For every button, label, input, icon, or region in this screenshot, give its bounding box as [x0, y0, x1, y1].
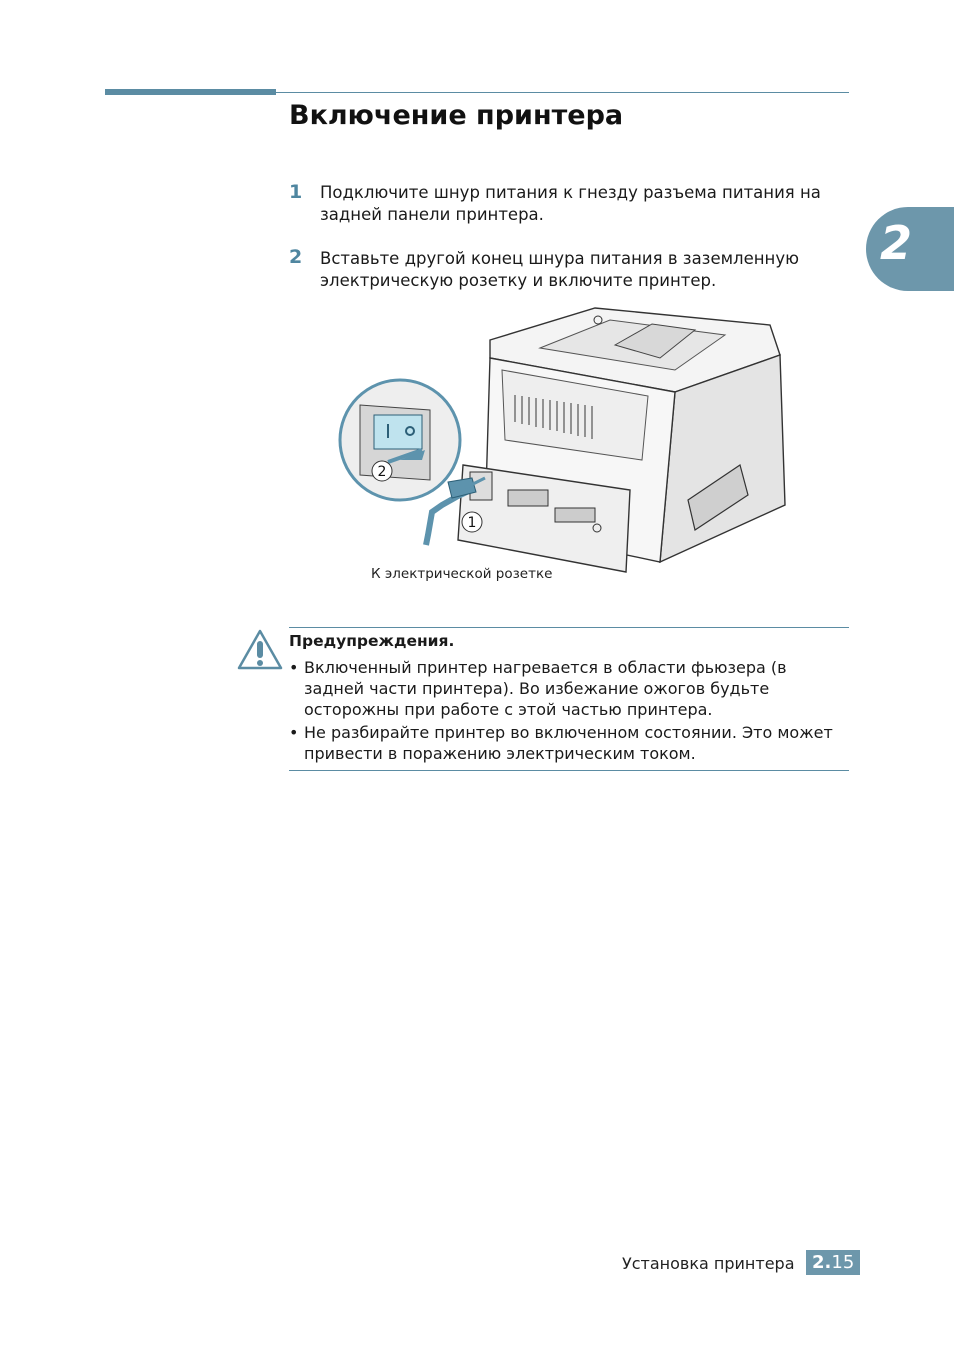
callout-1-label: 1 — [467, 515, 477, 531]
page-number — [812, 1252, 854, 1273]
warning-rule-bottom — [289, 770, 849, 771]
warning-item-text: Не разбирайте принтер во включенном состоянии. Это может привести в поражению электрическим током. — [304, 723, 833, 763]
footer-section-title: Установка принтера — [622, 1254, 795, 1273]
page-title: Включение принтера — [289, 100, 624, 131]
printer-illustration — [330, 300, 800, 585]
page-chapter: 2. — [812, 1252, 832, 1273]
step-1-number: 1 — [289, 181, 303, 203]
callout-2-label: 2 — [377, 464, 387, 480]
step-1-text: Подключите шнур питания к гнезду разъема питания на задней панели принтера. — [320, 183, 821, 224]
warning-item — [289, 657, 849, 720]
page-index: 15 — [831, 1252, 855, 1273]
bullet-dot: • — [289, 723, 299, 742]
step-2-text: Вставьте другой конец шнура питания в заземленную электрическую розетку и включите принтер. — [320, 249, 799, 290]
warning-item — [289, 722, 849, 764]
header-rule-thin — [276, 92, 849, 93]
figure-caption: К электрической розетке — [371, 566, 553, 582]
warning-item-text: Включенный принтер нагревается в области фьюзера (в задней части принтера). Во избежание ожогов будьте осторожны при работе с этой частью принтера. — [304, 658, 787, 719]
warning-rule-top — [289, 627, 849, 628]
header-rule-thick — [105, 89, 276, 95]
warning-icon — [236, 628, 284, 672]
step-2-number: 2 — [289, 246, 303, 268]
bullet-dot: • — [289, 658, 299, 677]
warning-title: Предупреждения. — [289, 632, 455, 650]
chapter-tab-number: 2 — [880, 216, 913, 270]
